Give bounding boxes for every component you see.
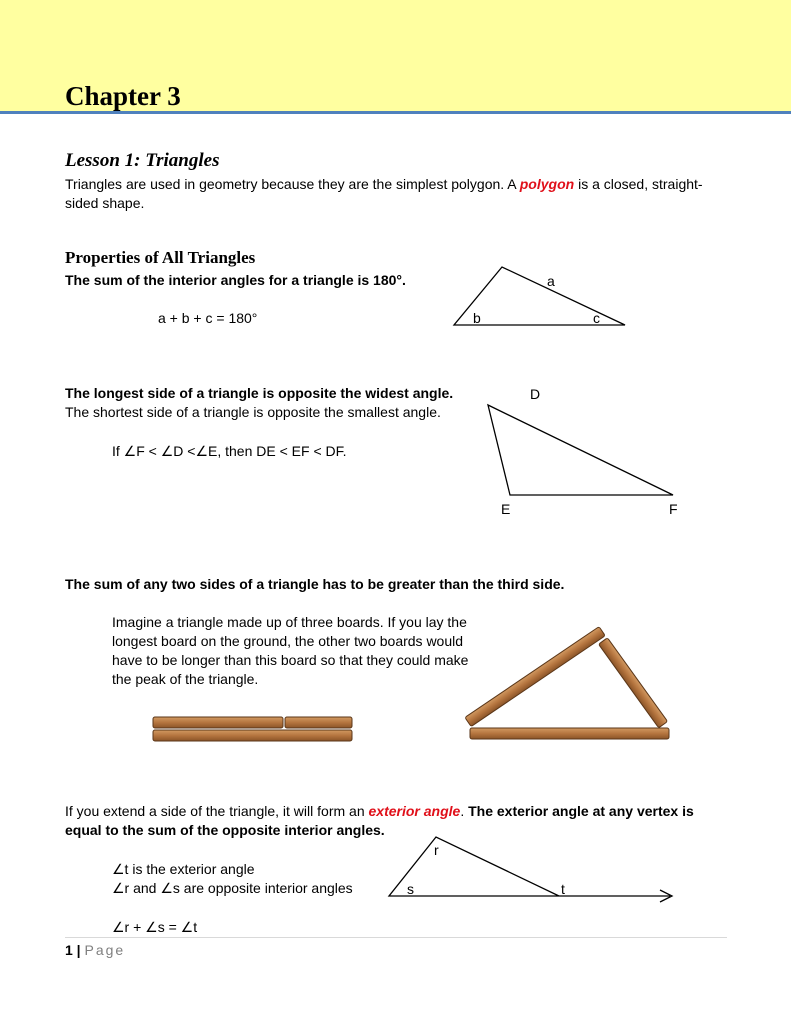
exterior-bullet-2: ∠r and ∠s are opposite interior angles [112, 880, 353, 896]
angle-sum-statement: The sum of the interior angles for a triangle is 180°. [65, 272, 406, 288]
label-t: t [561, 881, 565, 897]
intro-text-a: Triangles are used in geometry because they are the simplest polygon. A [65, 176, 520, 192]
intro-text-b: is a closed, straight- [574, 176, 703, 192]
exterior-angle-line-1 [65, 802, 694, 821]
label-a: a [547, 273, 555, 289]
section-title: Properties of All Triangles [65, 248, 256, 267]
label-r: r [434, 842, 439, 858]
label-d: D [530, 386, 541, 402]
exterior-theorem-b: equal to the sum of the opposite interior angles. [65, 822, 385, 838]
board-triangle-illustration [460, 632, 685, 744]
exterior-bullet-1: ∠t is the exterior angle [112, 861, 255, 877]
page-word: Page [84, 942, 126, 958]
intro-line-1 [65, 175, 703, 194]
angle-sum-equation: a + b + c = 180° [158, 310, 258, 326]
label-e: E [501, 501, 511, 517]
board-top-left [153, 717, 283, 728]
exterior-equation: ∠r + ∠s = ∠t [112, 919, 198, 935]
label-f: F [669, 501, 678, 517]
boards-line-4: the peak of the triangle. [112, 671, 259, 687]
page-separator: | [72, 942, 85, 958]
shortest-side-statement: The shortest side of a triangle is opposite the smallest angle. [65, 404, 441, 420]
label-c: c [593, 310, 600, 326]
angle-inequality-example: If ∠F < ∠D <∠E, then DE < EF < DF. [112, 443, 347, 459]
boards-line-2: longest board on the ground, the other two boards would [112, 633, 464, 649]
board-top-right [285, 717, 352, 728]
intro-line-2: sided shape. [65, 195, 145, 211]
board-right-slope [599, 638, 668, 728]
page-footer [65, 941, 125, 960]
exterior-angle-term: exterior angle [368, 803, 461, 819]
footer-rule [65, 937, 727, 938]
exterior-angle-diagram [384, 832, 680, 904]
board-bottom [153, 730, 352, 741]
exterior-theorem-a: The exterior angle at any vertex is [468, 803, 694, 819]
board-ground [470, 728, 669, 739]
label-b: b [473, 310, 481, 326]
boards-line-3: have to be longer than this board so that they could make [112, 652, 469, 668]
boards-line-1: Imagine a triangle made up of three boards. If you lay the [112, 614, 467, 630]
polygon-term: polygon [519, 176, 575, 192]
page-number: 1 [65, 942, 73, 958]
board-left-slope [465, 627, 605, 727]
exterior-text-b: . [460, 803, 469, 819]
short-boards-illustration [150, 714, 356, 744]
exterior-text-a: If you extend a side of the triangle, it will form an [65, 803, 369, 819]
lesson-title: Lesson 1: Triangles [65, 150, 220, 171]
triangle-inequality-statement: The sum of any two sides of a triangle has to be greater than the third side. [65, 576, 565, 592]
triangle-def-diagram [484, 400, 679, 500]
chapter-title: Chapter 3 [65, 81, 181, 111]
label-s: s [407, 881, 414, 897]
longest-side-statement: The longest side of a triangle is opposite the widest angle. [65, 385, 454, 401]
